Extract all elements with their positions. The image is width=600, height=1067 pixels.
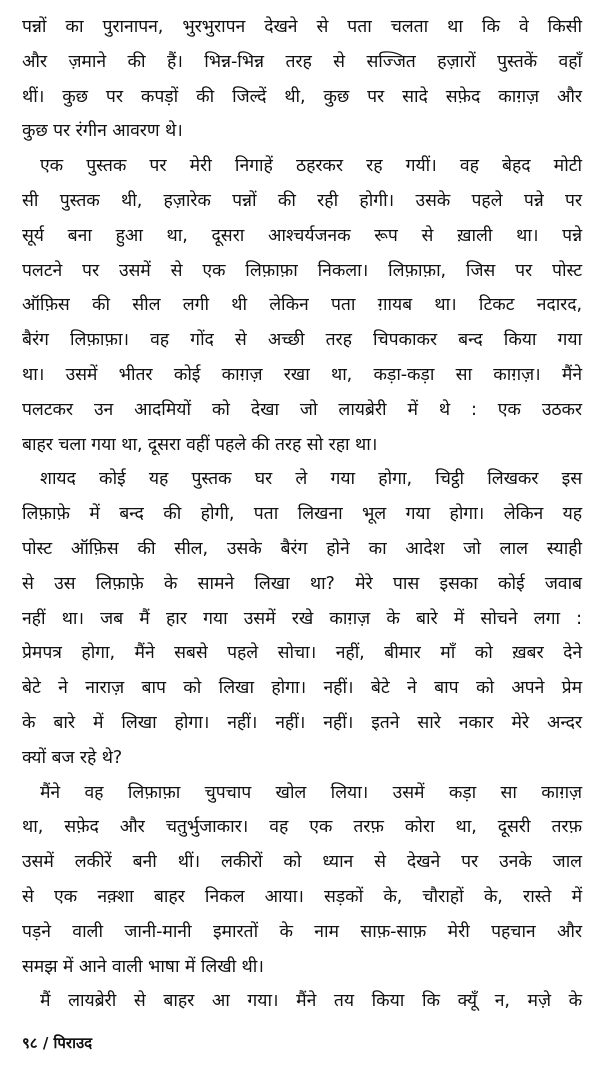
text-line: था, सफ़ेद और चतुर्भुजाकार। वह एक तरफ़ कोरा था, दूसरी तरफ़ xyxy=(22,817,582,838)
text-line: ऑफ़िस की सील लगी थी लेकिन पता ग़ायब था। टिकट नदारद, xyxy=(22,295,582,316)
page-body xyxy=(22,10,582,1019)
text-line: पड़ने वाली जानी-मानी इमारतों के नाम साफ़-साफ़ मेरी पहचान और xyxy=(22,921,582,942)
text-line: क्यों बज रहे थे? xyxy=(22,747,123,768)
text-line: के बारे में लिखा होगा। नहीं। नहीं। नहीं। इतने सारे नकार मेरे अन्दर xyxy=(22,712,582,733)
text-line: शायद कोई यह पुस्तक घर ले गया होगा, चिट्ठी लिखकर इस xyxy=(40,469,582,490)
text-line: और ज़माने की हैं। भिन्न-भिन्न तरह से सज्जित हज़ारों पुस्तकें वहाँ xyxy=(22,51,582,72)
paragraph xyxy=(22,10,582,149)
text-line: बैरंग लिफ़ाफ़ा। वह गोंद से अच्छी तरह चिपकाकर बन्द किया गया xyxy=(22,330,582,351)
text-line: से उस लिफ़ाफ़े के सामने लिखा था? मेरे पास इसका कोई जवाब xyxy=(22,573,582,594)
text-line: सी पुस्तक थी, हज़ारेक पन्नों की रही होगी। उसके पहले पन्ने पर xyxy=(22,190,582,211)
text-line: पन्नों का पुरानापन, भुरभुरापन देखने से पता चलता था कि वे किसी xyxy=(22,17,582,37)
text-line: लिफ़ाफ़े में बन्द की होगी, पता लिखना भूल गया होगा। लेकिन यह xyxy=(22,504,582,525)
paragraph xyxy=(22,984,582,1019)
text-line: सूर्य बना हुआ था, दूसरा आश्चर्यजनक रूप से ख़ाली था। पन्ने xyxy=(22,225,582,246)
text-line: थीं। कुछ पर कपड़ों की जिल्दें थी, कुछ पर सादे सफ़ेद काग़ज़ और xyxy=(22,86,582,107)
text-line: नहीं था। जब मैं हार गया उसमें रखे काग़ज़ के बारे में सोचने लगा : xyxy=(22,608,582,629)
text-line: बाहर चला गया था, दूसरा वहीं पहले की तरह सो रहा था। xyxy=(22,434,378,455)
text-line: प्रेमपत्र होगा, मैंने सबसे पहले सोचा। नहीं, बीमार माँ को ख़बर देने xyxy=(22,643,582,664)
text-line: पलटने पर उसमें से एक लिफ़ाफ़ा निकला। लिफ़ाफ़ा, जिस पर पोस्ट xyxy=(22,260,582,281)
paragraph xyxy=(22,776,582,985)
text-line: था। उसमें भीतर कोई काग़ज़ रखा था, कड़ा-कड़ा सा काग़ज़। मैंने xyxy=(22,364,582,385)
text-line: एक पुस्तक पर मेरी निगाहें ठहरकर रह गयीं। वह बेहद मोटी xyxy=(40,156,582,177)
paragraph xyxy=(22,462,582,775)
text-line: पलटकर उन आदमियों को देखा जो लायब्रेरी में थे : एक उठकर xyxy=(22,399,582,420)
text-line: मैं लायब्रेरी से बाहर आ गया। मैंने तय किया कि क्यूँ न, मज़े के xyxy=(40,991,582,1012)
text-line: मैंने वह लिफ़ाफ़ा चुपचाप खोल लिया। उसमें कड़ा सा काग़ज़ xyxy=(40,782,582,803)
text-line: उसमें लकीरें बनी थीं। लकीरों को ध्यान से देखने पर उनके जाल xyxy=(22,852,582,873)
text-line: कुछ पर रंगीन आवरण थे। xyxy=(22,121,183,142)
text-line: बेटे ने नाराज़ बाप को लिखा होगा। नहीं। बेटे ने बाप को अपने प्रेम xyxy=(22,678,582,699)
paragraph xyxy=(22,149,582,462)
page-footer xyxy=(22,1033,92,1053)
text-line: समझ में आने वाली भाषा में लिखी थी। xyxy=(22,956,264,977)
text-line: से एक नक़्शा बाहर निकल आया। सड़कों के, चौराहों के, रास्ते में xyxy=(22,886,582,907)
page-number-and-title: ९८ / पिराउद xyxy=(22,1034,93,1052)
text-line: पोस्ट ऑफ़िस की सील, उसके बैरंग होने का आदेश जो लाल स्याही xyxy=(22,538,582,559)
